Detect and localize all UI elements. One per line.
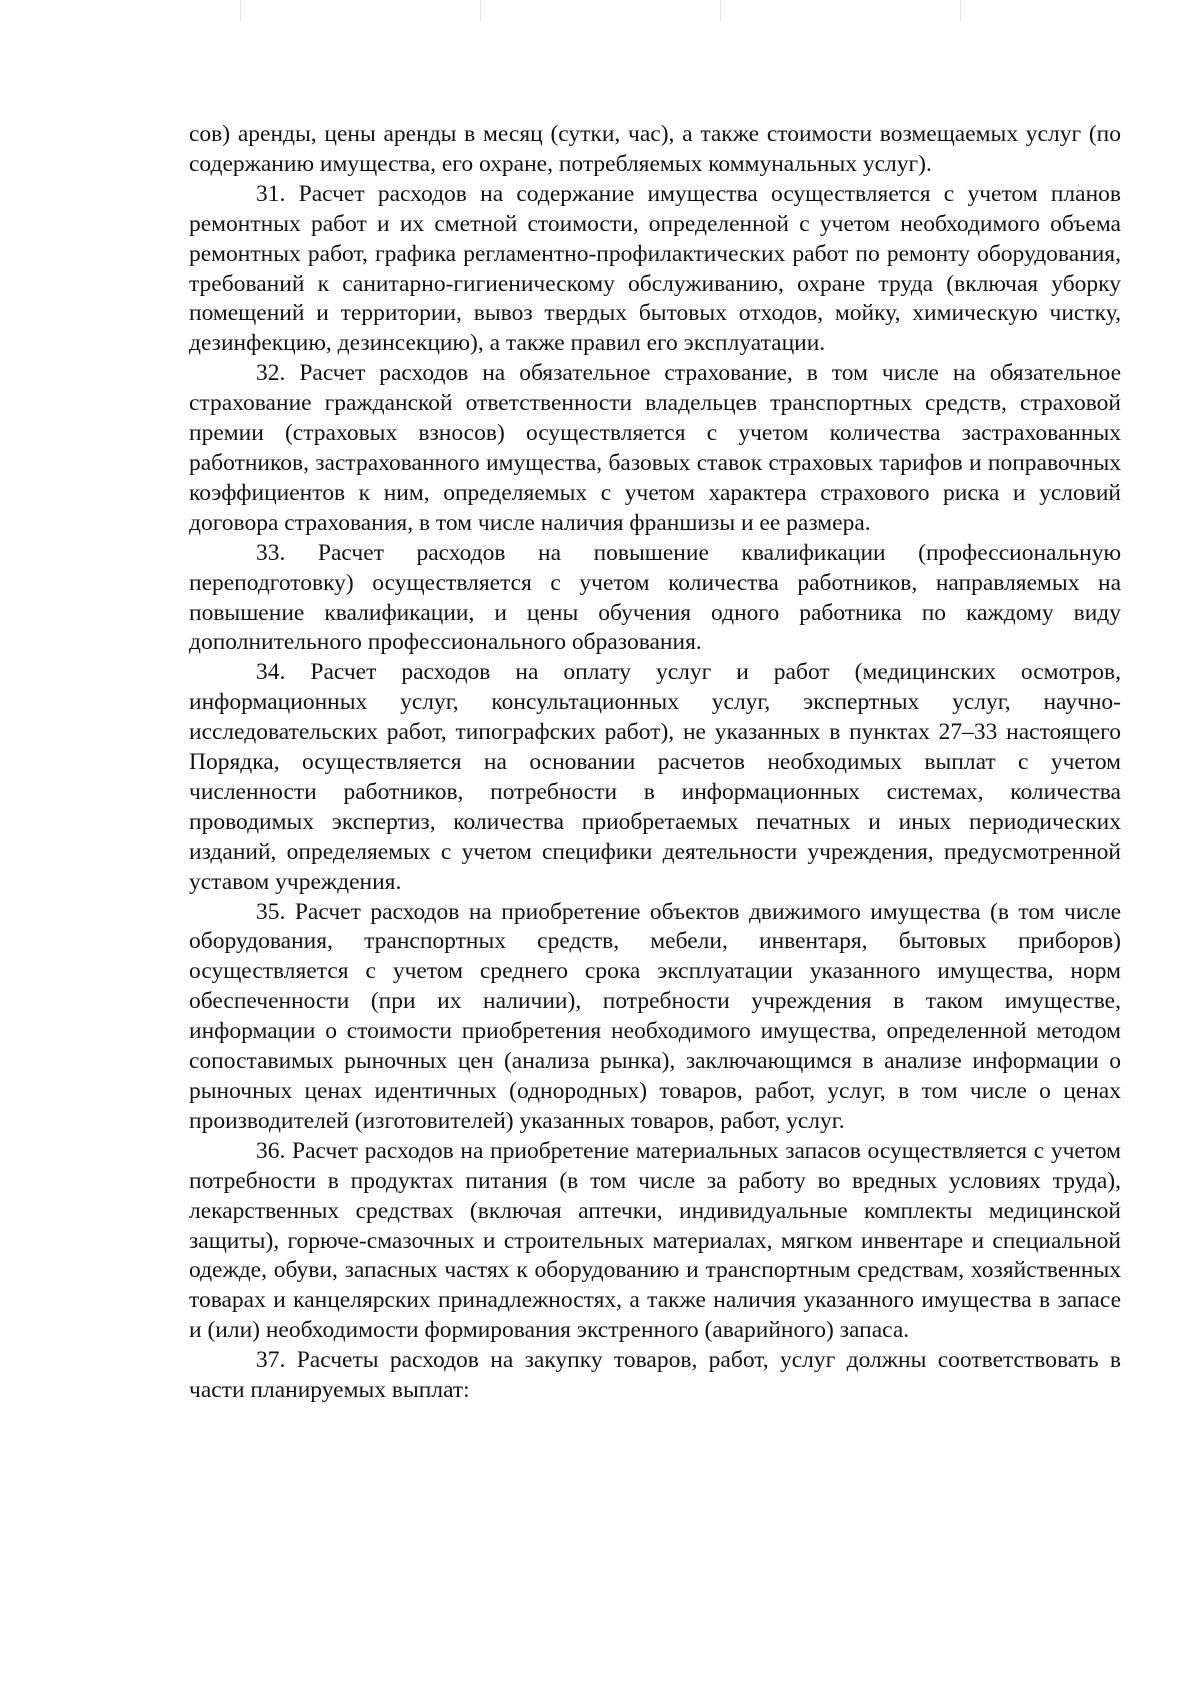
paragraph-text: Расчет расходов на повышение квалификации (профессиональную переподготовку) осуществляется с учетом количества работников, направляемых на повышение квалификации, и цены обучения одного работника по каждому виду дополнительного профессионального образования. — [189, 539, 1122, 656]
paragraph-36 — [189, 1137, 1121, 1346]
scan-edge-mark — [240, 0, 241, 22]
paragraph-number: 31. — [256, 180, 286, 207]
paragraph-31 — [189, 180, 1121, 359]
paragraph-33 — [189, 539, 1121, 659]
scan-edge-mark — [960, 0, 961, 22]
paragraph-continuation — [189, 120, 1121, 180]
paragraph-34 — [189, 658, 1121, 897]
paragraph-number: 33. — [256, 539, 286, 566]
paragraph-number: 37. — [256, 1347, 286, 1374]
paragraph-text: Расчеты расходов на закупку товаров, работ, услуг должны соответствовать в части планируемых выплат: — [189, 1347, 1121, 1404]
paragraph-35 — [189, 898, 1121, 1137]
paragraph-text: Расчет расходов на оплату услуг и работ (медицинских осмотров, информационных услуг, консультационных услуг, экспертных услуг, научно-исследовательских работ, типографских работ), не указанных в пунктах 27–33 настоящего Порядка, осуществляется на основании расчетов необходимых выплат с учетом численности работников, потребности в информационных системах, количества проводимых экспертиз, количества приобретаемых печатных и иных периодических изданий, определяемых с учетом специфики деятельности учреждения, предусмотренной уставом учреждения. — [189, 659, 1121, 895]
paragraph-number: 36. — [256, 1137, 286, 1164]
paragraph-37 — [189, 1346, 1121, 1406]
paragraph-text: Расчет расходов на приобретение материальных запасов осуществляется с учетом потребности в продуктах питания (в том числе за работу во вредных условиях труда), лекарственных средствах (включая аптечки, индивидуальные комплекты медицинской защиты), горюче-смазочных и строительных материалах, мягком инвентаре и специальной одежде, обуви, запасных частях к оборудованию и транспортным средствам, хозяйственных товарах и канцелярских принадлежностях, а также наличия указанного имущества в запасе и (или) необходимости формирования экстренного (аварийного) запаса. — [189, 1137, 1121, 1344]
paragraph-number: 34. — [256, 659, 286, 686]
paragraph-number: 35. — [256, 898, 286, 925]
scan-edge-mark — [480, 0, 481, 22]
document-body — [189, 120, 1121, 1406]
paragraph-text: Расчет расходов на обязательное страхование, в том числе на обязательное страхование гражданской ответственности владельцев транспортных средств, страховой премии (страховых взносов) осуществляется с учетом количества застрахованных работников, застрахованного имущества, базовых ставок страховых тарифов и поправочных коэффициентов к ним, определяемых с учетом характера страхового риска и условий договора страхования, в том числе наличия франшизы и ее размера. — [189, 360, 1121, 536]
scan-edge-mark — [720, 0, 721, 22]
paragraph-text: сов) аренды, цены аренды в месяц (сутки, час), а также стоимости возмещаемых услуг (по содержанию имущества, его охране, потребляемых коммунальных услуг). — [189, 121, 1121, 177]
paragraph-32 — [189, 359, 1121, 538]
paragraph-number: 32. — [256, 360, 286, 387]
paragraph-text: Расчет расходов на содержание имущества осуществляется с учетом планов ремонтных работ и их сметной стоимости, определенной с учетом необходимого объема ремонтных работ, графика регламентно-профилактических работ по ремонту оборудования, требований к санитарно-гигиеническому обслуживанию, охране труда (включая уборку помещений и территории, вывоз твердых бытовых отходов, мойку, химическую чистку, дезинфекцию, дезинсекцию), а также правил его эксплуатации. — [189, 180, 1122, 357]
paragraph-text: Расчет расходов на приобретение объектов движимого имущества (в том числе оборудования, транспортных средств, мебели, инвентаря, бытовых приборов) осуществляется с учетом среднего срока эксплуатации указанного имущества, норм обеспеченности (при их наличии), потребности учреждения в таком имуществе, информации о стоимости приобретения необходимого имущества, определенной методом сопоставимых рыночных цен (анализа рынка), заключающимся в анализе информации о рыночных ценах идентичных (однородных) товаров, работ, услуг, в том числе о ценах производителей (изготовителей) указанных товаров, работ, услуг. — [189, 898, 1121, 1134]
